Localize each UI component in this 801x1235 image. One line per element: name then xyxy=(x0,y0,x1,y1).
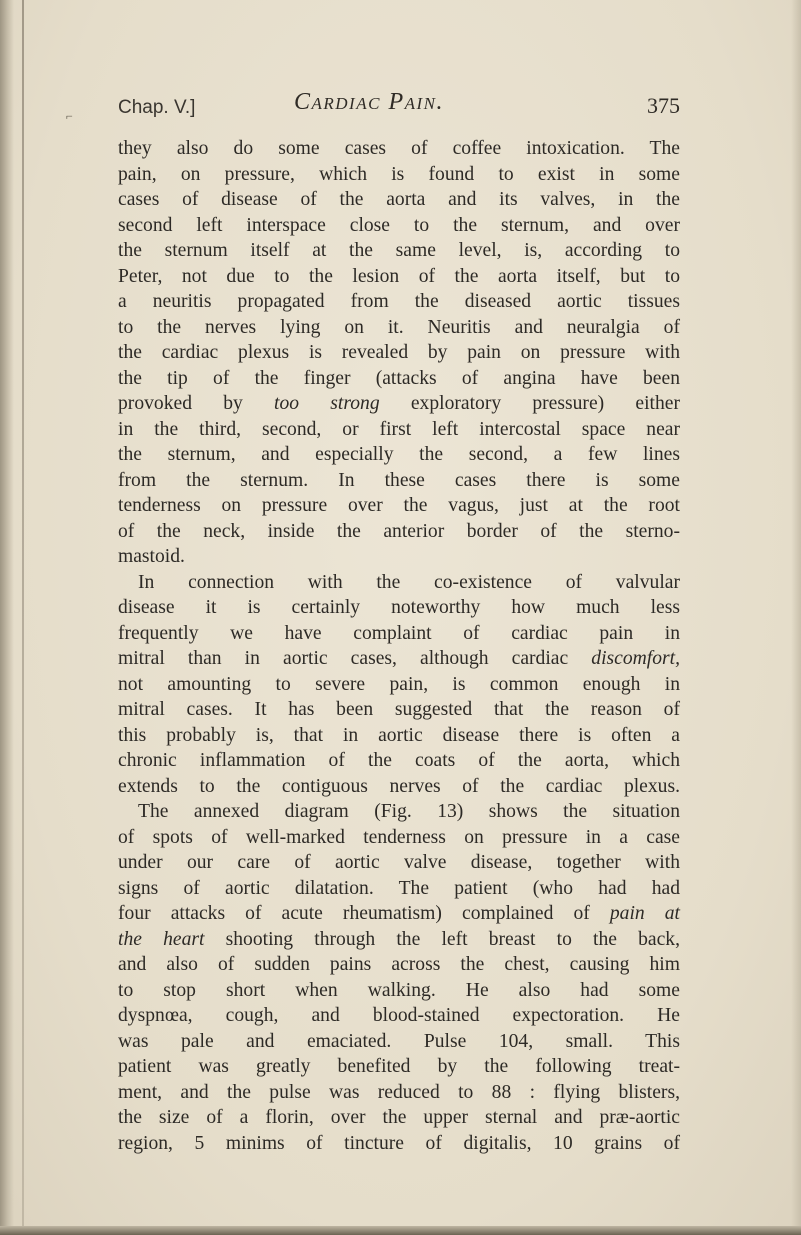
italic-text: the heart xyxy=(118,928,205,950)
running-header xyxy=(118,89,680,123)
text-line: dyspnœa, cough, and blood-stained expectoration. He xyxy=(118,1005,680,1026)
text-line xyxy=(118,901,680,927)
text-line: The annexed diagram (Fig. 13) shows the situation xyxy=(138,801,680,822)
italic-text: pain at xyxy=(609,903,680,924)
text-line: the tip of the finger (attacks of angina have been xyxy=(118,367,680,389)
text-segment: four attacks of acute rheumatism) complained of xyxy=(118,903,610,924)
bottom-edge xyxy=(0,1226,801,1235)
text-line: and also of sudden pains across the chest, causing him xyxy=(118,954,680,975)
text-line xyxy=(118,646,680,672)
text-segment: provoked by xyxy=(118,393,275,414)
text-line xyxy=(118,927,680,953)
text-line: disease it is certainly noteworthy how much less xyxy=(118,597,680,618)
running-title: Cardiac Pain. xyxy=(294,89,444,115)
text-line: the sternum, and especially the second, a few lines xyxy=(118,444,680,465)
text-line: this probably is, that in aortic disease there is often a xyxy=(118,724,680,746)
text-line: not amounting to severe pain, is common enough in xyxy=(118,673,680,695)
text-line: In connection with the co-existence of valvular xyxy=(138,571,680,593)
page-number: 375 xyxy=(647,93,680,118)
text-line: in the third, second, or first left intercostal space near xyxy=(118,418,680,440)
text-line: of the neck, inside the anterior border of the sterno- xyxy=(118,520,680,542)
chapter-label: Chap. V.] xyxy=(118,97,196,118)
text-line: mitral cases. It has been suggested that the reason of xyxy=(118,699,680,720)
text-line: the size of a florin, over the upper sternal and præ-aortic xyxy=(118,1107,680,1128)
binding-shadow xyxy=(0,0,14,1235)
italic-text: too strong xyxy=(274,393,380,414)
text-line: under our care of aortic valve disease, together with xyxy=(118,852,680,873)
margin-mark: ⌐ xyxy=(66,109,73,123)
text-line: they also do some cases of coffee intoxication. The xyxy=(118,138,680,159)
text-line: patient was greatly benefited by the following treat- xyxy=(118,1056,680,1077)
text-line: was pale and emaciated. Pulse 104, small. This xyxy=(118,1030,680,1052)
text-line: the cardiac plexus is revealed by pain on pressure with xyxy=(118,342,680,363)
text-line: ment, and the pulse was reduced to 88 : flying blisters, xyxy=(118,1081,680,1103)
text-line: Peter, not due to the lesion of the aorta itself, but to xyxy=(118,265,680,287)
italic-text: discomfort, xyxy=(591,648,680,669)
text-line: cases of disease of the aorta and its valves, in the xyxy=(118,189,680,210)
page-edge-shadow xyxy=(791,0,801,1235)
binding-rule xyxy=(22,0,24,1235)
text-line: a neuritis propagated from the diseased aortic tissues xyxy=(118,291,680,312)
text-line: from the sternum. In these cases there is some xyxy=(118,469,680,491)
text-line: to stop short when walking. He also had some xyxy=(118,979,680,1001)
text-segment: shooting through the left breast to the back, xyxy=(204,928,680,950)
text-line: the sternum itself at the same level, is, according to xyxy=(118,240,680,261)
text-line: frequently we have complaint of cardiac pain in xyxy=(118,622,680,644)
text-line: tenderness on pressure over the vagus, just at the root xyxy=(118,495,680,516)
body-text xyxy=(118,136,680,1156)
text-line: extends to the contiguous nerves of the cardiac plexus. xyxy=(118,775,680,797)
text-line: second left interspace close to the sternum, and over xyxy=(118,214,680,236)
text-segment: exploratory pressure) either xyxy=(379,393,680,414)
text-line: signs of aortic dilatation. The patient (who had had xyxy=(118,877,680,899)
text-line: pain, on pressure, which is found to exist in some xyxy=(118,163,680,185)
text-segment: mitral than in aortic cases, although cardiac xyxy=(118,648,592,669)
text-line: of spots of well-marked tenderness on pressure in a case xyxy=(118,826,680,848)
text-line: region, 5 minims of tincture of digitalis, 10 grains of xyxy=(118,1132,680,1154)
text-line: to the nerves lying on it. Neuritis and neuralgia of xyxy=(118,316,680,338)
text-line: chronic inflammation of the coats of the aorta, which xyxy=(118,750,680,771)
text-line: mastoid. xyxy=(118,546,185,567)
text-line xyxy=(118,391,680,417)
